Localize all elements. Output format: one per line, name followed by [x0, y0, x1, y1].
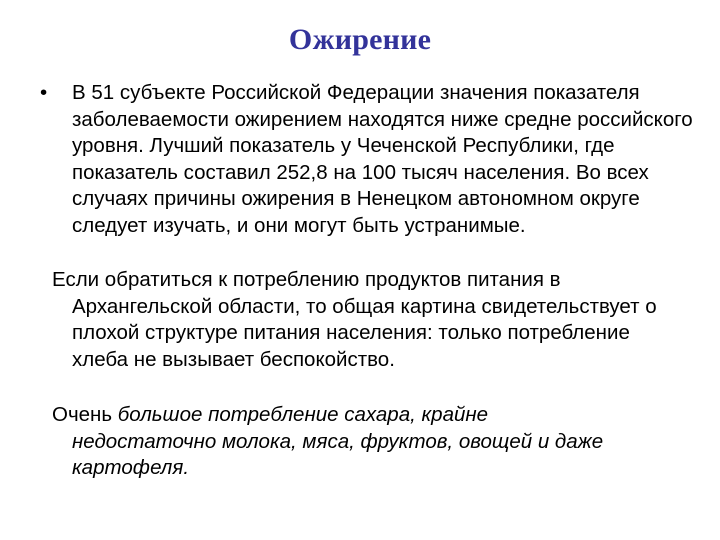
paragraph-2-first-line: Если обратиться к потреблению продуктов питания в	[52, 268, 561, 291]
paragraph-consumption-imbalance	[52, 402, 682, 482]
bullet-text: В 51 субъекте Российской Федерации значения показателя заболеваемости ожирением находятся ниже средне российского уровня. Лучший показатель у Чеченской Республики, где показатель составил 252,8 на 100 тысяч населения. Во всех случаях причины ожирения в Ненецком автономном округе следует изучать, и они могут быть устранимые.	[72, 81, 693, 237]
paragraph-3-italic-first: большое потребление сахара, крайне	[117, 403, 489, 426]
slide-title: Ожирение	[288, 23, 432, 56]
paragraph-3-lead: Очень	[52, 403, 118, 426]
paragraph-food-consumption	[52, 267, 682, 373]
paragraph-3-italic-rest: недостаточно молока, мяса, фруктов, овощей и даже картофеля.	[72, 429, 604, 479]
bullet-marker: •	[40, 81, 48, 104]
paragraph-2-rest: Архангельской области, то общая картина свидетельствует о плохой структуре питания населения: только потребление хлеба не вызывает беспокойство.	[72, 294, 657, 371]
bullet-item	[40, 80, 700, 239]
